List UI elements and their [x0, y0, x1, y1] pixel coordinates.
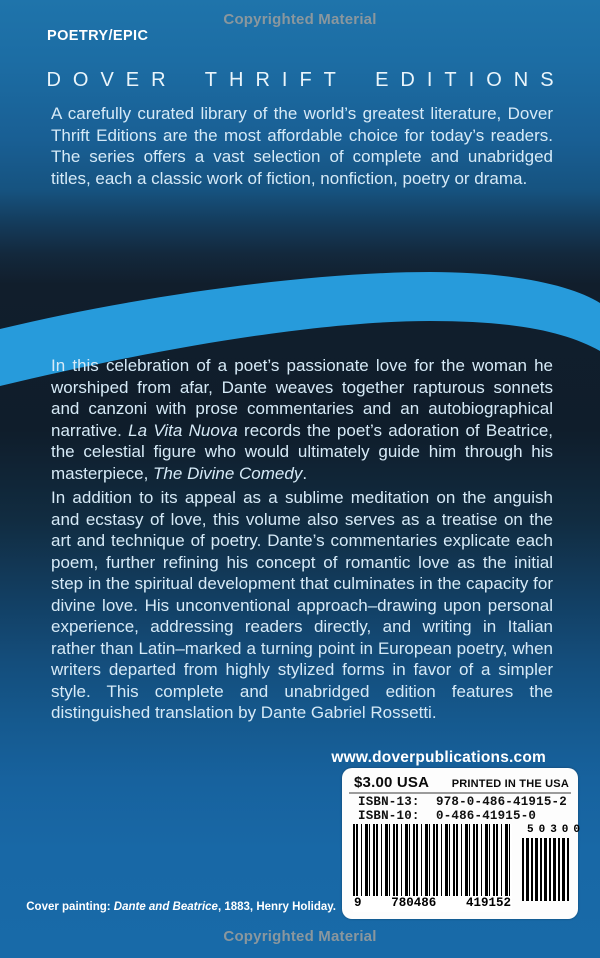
- price-label: $3.00 USA: [354, 774, 430, 791]
- synopsis1-text: records the poet’s adoration of Beatrice, the celestial figure who would ultimately guide him through his masterpiece,: [51, 420, 553, 483]
- copyright-watermark-top: Copyrighted Material: [223, 11, 377, 28]
- copyright-watermark-bottom: Copyrighted Material: [223, 928, 377, 945]
- book-title-la-vita-nuova: La Vita Nuova: [128, 420, 238, 440]
- credit-text: , 1883, Henry Holiday.: [217, 901, 336, 913]
- isbn13-label: ISBN-13:: [358, 795, 420, 809]
- printed-in-label: PRINTED IN THE USA: [451, 778, 569, 790]
- isbn10-label: ISBN-10:: [358, 808, 420, 823]
- category-label: POETRY/EPIC: [47, 28, 149, 44]
- series-title: DOVER THRIFT EDITIONS: [46, 69, 566, 91]
- price-row: [354, 774, 569, 791]
- isbn-block: [358, 796, 574, 823]
- divider-line: [349, 792, 571, 794]
- isbn13-value: 978-0-486-41915-2: [436, 795, 567, 809]
- barcode-group2: 419152: [465, 896, 511, 910]
- isbn10-value: 0-486-41915-0: [436, 808, 537, 823]
- book-title-divine-comedy: The Divine Comedy: [153, 463, 303, 483]
- barcode-group1: 780486: [391, 896, 437, 910]
- synopsis-paragraph-2: In addition to its appeal as a sublime meditation on the anguish and ecstasy of love, this volume also serves as a treatise on the art and technique of poetry. Dante’s commentaries explicate each poem, further refining his concept of romantic love as the initial step in the spiritual development that culminates in the capacity for divine love. His unconventional approach–drawing upon personal experience, addressing readers directly, and writing in Italian rather than Latin–marked a turning point in European poetry, when writers departed from highly stylized forms in favor of a simpler style. This complete and unabridged edition features the distinguished translation by Dante Gabriel Rossetti.: [51, 488, 553, 722]
- supplement-bars: [522, 838, 569, 901]
- ean13-barcode: [353, 824, 512, 914]
- barcode-left-digit: 9: [354, 896, 362, 910]
- synopsis1-text: In this celebration of a poet’s passionate love for the woman he worshiped from afar, Dante weaves together rapturous sonnets and canzoni with prose commentaries and an autobiographical narrative.: [51, 356, 553, 440]
- synopsis-paragraph-1: [51, 355, 553, 484]
- supplemental-barcode: [522, 824, 586, 914]
- barcode-digits: [353, 896, 512, 912]
- cover-painting-credit: [26, 901, 336, 913]
- barcode-bars: [353, 824, 512, 900]
- painting-title: Dante and Beatrice: [113, 901, 218, 913]
- synopsis1-text: .: [302, 463, 308, 483]
- barcode-area: [353, 824, 586, 914]
- credit-text: Cover painting:: [26, 901, 114, 913]
- publisher-url: www.doverpublications.com: [331, 749, 546, 766]
- series-blurb-paragraph: A carefully curated library of the world’s greatest literature, Dover Thrift Editions are the most affordable choice for today’s readers. The series offers a vast selection of complete and unabridged titles, each a classic work of fiction, nonfiction, poetry or drama.: [51, 104, 553, 188]
- isbn13-row: [358, 796, 574, 810]
- price-isbn-box: [342, 768, 586, 919]
- supplement-code: 50300: [527, 824, 586, 836]
- isbn10-row: [358, 810, 574, 824]
